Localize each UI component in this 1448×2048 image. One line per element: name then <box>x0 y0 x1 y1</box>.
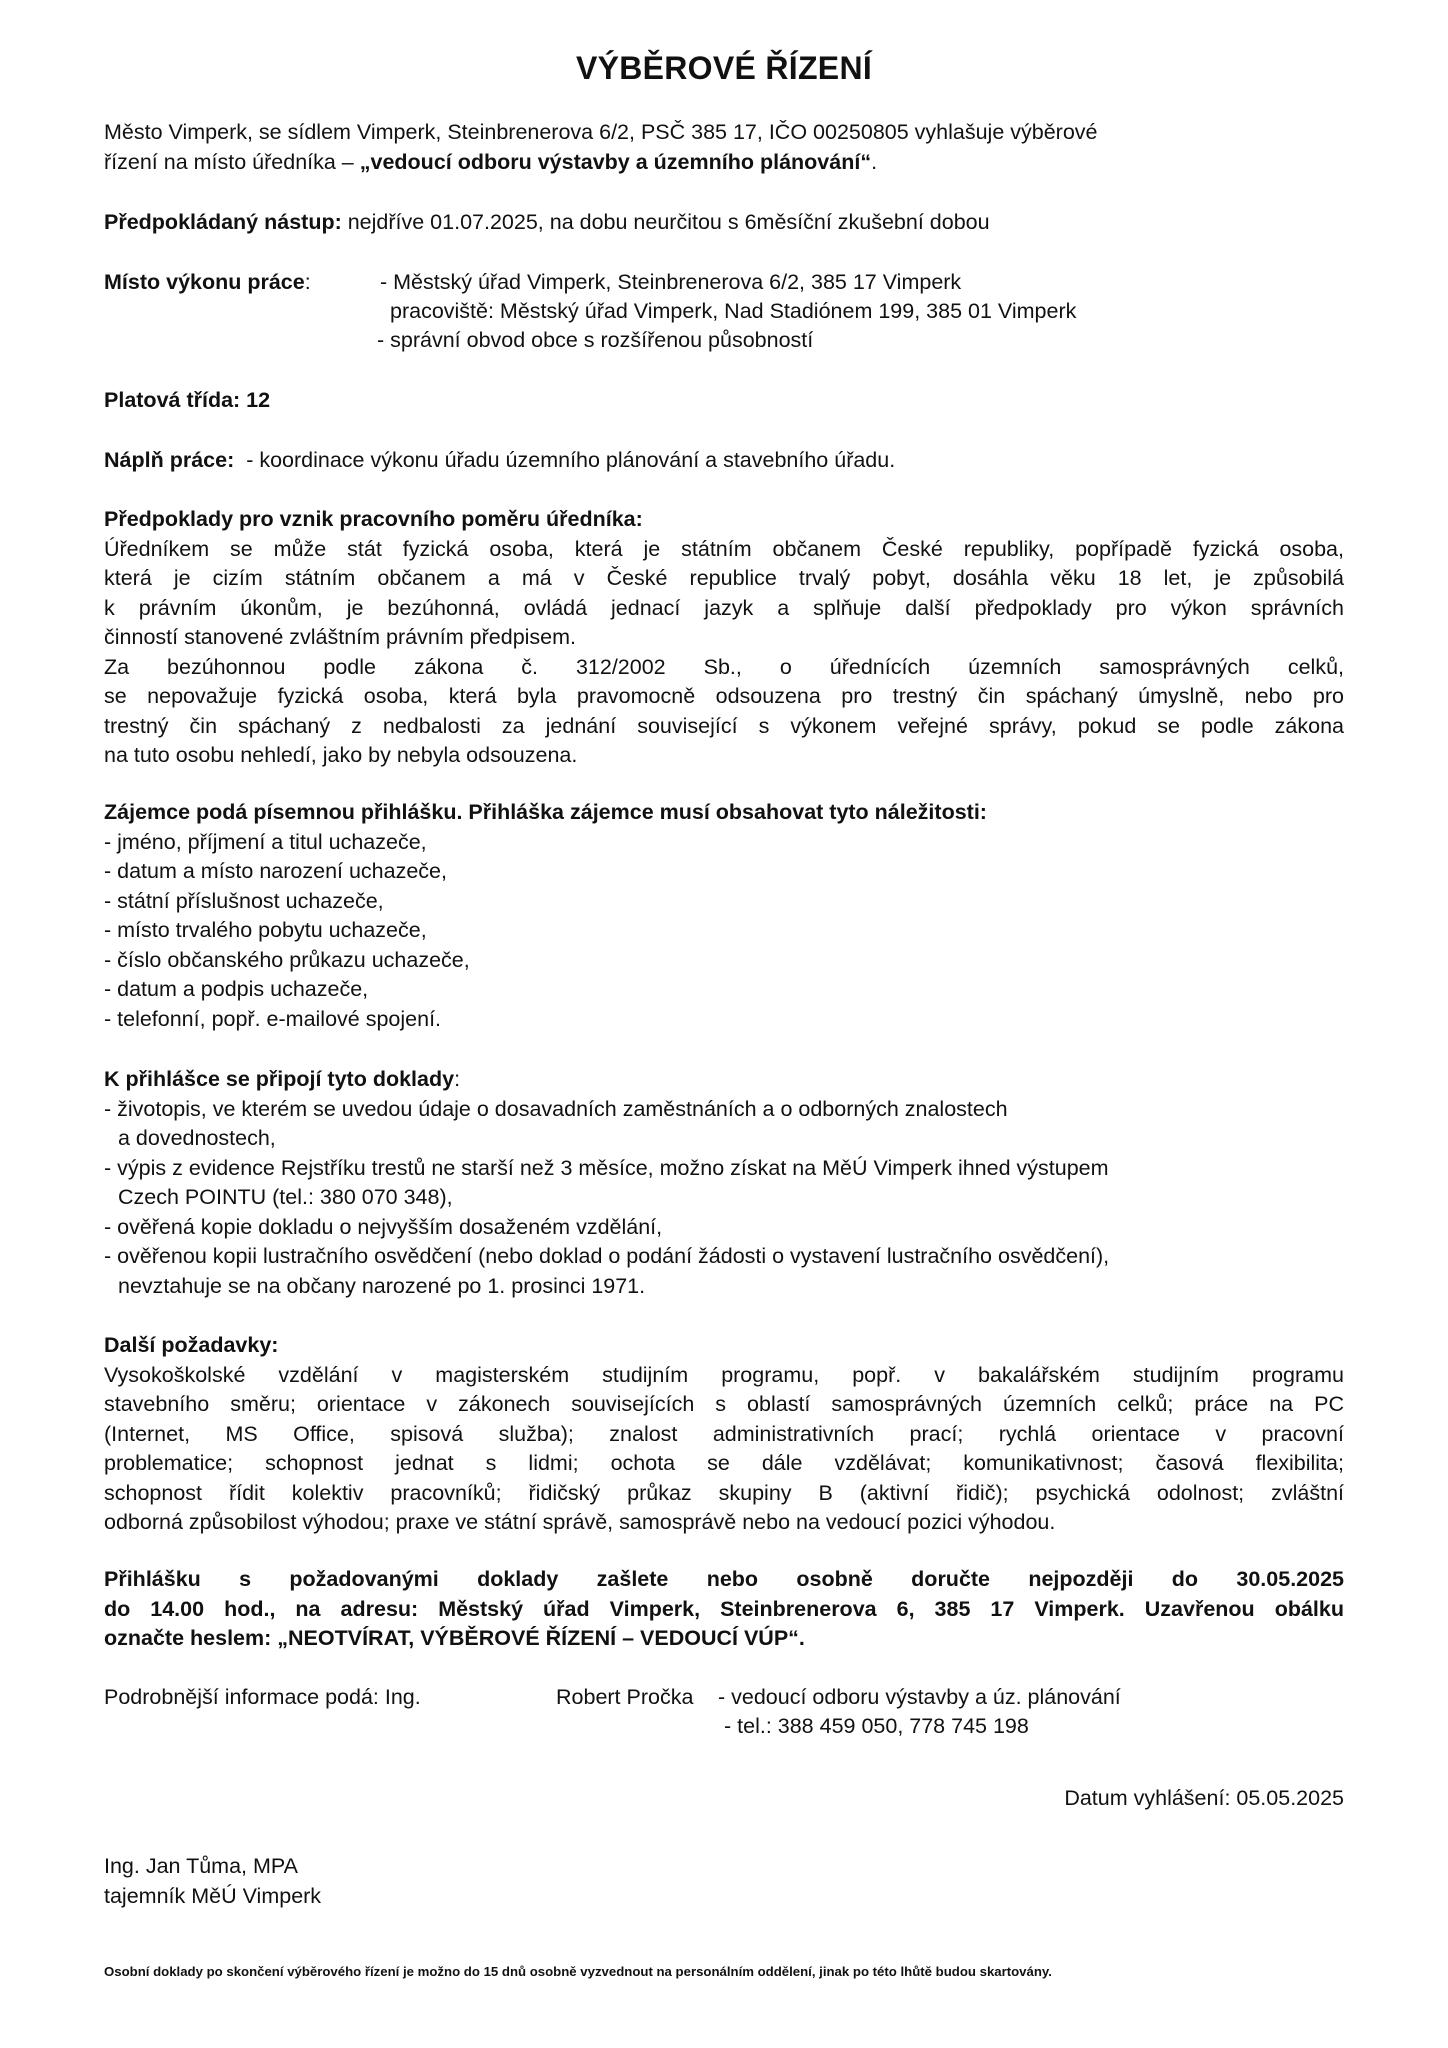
duties-value: - koordinace výkonu úřadu územního plánování a stavebního úřadu. <box>246 448 896 472</box>
intro-text: řízení na místo úředníka – <box>104 149 360 174</box>
workplace-label: Místo výkonu práce <box>104 270 305 294</box>
contact-section <box>104 1683 1344 1743</box>
footer-note: Osobní doklady po skončení výběrového řízení je možno do 15 dnů osobně vyzvednout na personálním oddělení, jinak po této lhůtě budou skartovány. <box>104 1964 1052 1979</box>
submission-line: označte heslem: „NEOTVÍRAT, VÝBĚROVÉ ŘÍZENÍ – VEDOUCÍ VÚP“. <box>104 1626 805 1650</box>
requirements-line: stavebního směru; orientace v zákonech souvisejících s oblastí samosprávných územních celků; práce na PC <box>104 1392 1344 1416</box>
requirements-line: odborná způsobilost výhodou; praxe ve státní správě, samosprávě nebo na vedoucí pozici výhodou. <box>104 1510 1056 1534</box>
intro-period: . <box>871 149 878 174</box>
workplace-line-3: - správní obvod obce s rozšířenou působností <box>377 328 814 352</box>
application-item: - datum a podpis uchazeče, <box>104 977 369 1001</box>
integrity-line: Za bezúhonnou podle zákona č. 312/2002 Sb., o úřednících územních samosprávných celků, <box>104 654 1344 679</box>
application-item: - jméno, příjmení a titul uchazeče, <box>104 829 427 854</box>
application-item: - místo trvalého pobytu uchazeče, <box>104 918 427 942</box>
prerequisites-section <box>104 505 1344 771</box>
submission-section <box>104 1565 1344 1654</box>
attachments-section <box>104 1065 1344 1301</box>
prerequisites-line: k právním úkonům, je bezúhonná, ovládá jednací jazyk a splňuje další předpoklady pro výkon správních <box>104 595 1344 620</box>
attachments-colon: : <box>454 1067 461 1091</box>
application-section <box>104 798 1344 1034</box>
duties-section <box>104 446 1344 476</box>
intro-line-2 <box>104 148 1344 178</box>
intro-paragraph <box>104 118 1344 177</box>
signatory-name: Ing. Jan Tůma, MPA <box>104 1854 298 1878</box>
start-label: Předpokládaný nástup: <box>104 210 342 234</box>
application-item: - telefonní, popř. e-mailové spojení. <box>104 1006 442 1031</box>
announcement-date-section <box>104 1784 1344 1814</box>
contact-name: Robert Pročka <box>556 1685 694 1709</box>
requirements-section <box>104 1331 1344 1538</box>
attachment-item: - ověřená kopie dokladu o nejvyšším dosaženém vzdělání, <box>104 1214 663 1239</box>
prerequisites-line: která je cizím státním občanem a má v České republice trvalý pobyt, dosáhla věku 18 let, je způsobilá <box>104 566 1344 590</box>
prerequisites-heading: Předpoklady pro vznik pracovního poměru úředníka: <box>104 507 643 531</box>
requirements-line: (Internet, MS Office, spisová služba); znalost administrativních prací; rychlá orientace v pracovní <box>104 1421 1344 1446</box>
prerequisites-line: činností stanovené zvláštním právním předpisem. <box>104 625 577 649</box>
attachment-item: - ověřenou kopii lustračního osvědčení (nebo doklad o podání žádosti o vystavení lustračního osvědčení), <box>104 1244 1110 1268</box>
position-name: „vedoucí odboru výstavby a územního plánování“ <box>359 149 872 174</box>
contact-label: Podrobnější informace podá: Ing. <box>104 1685 421 1709</box>
signature-block <box>104 1852 1344 1911</box>
intro-line-1: Město Vimperk, se sídlem Vimperk, Steinbrenerova 6/2, PSČ 385 17, IČO 00250805 vyhlašuje výběrové <box>104 120 1098 144</box>
requirements-line: problematice; schopnost jednat s lidmi; ochota se dále vzdělávat; komunikativnost; časová flexibilita; <box>104 1451 1344 1475</box>
requirements-line: Vysokoškolské vzdělání v magisterském studijním programu, popř. v bakalářském studijním programu <box>104 1362 1344 1387</box>
workplace-label-wrap <box>104 268 311 298</box>
integrity-line: trestný čin spáchaný z nedbalosti za jednání související s výkonem veřejné správy, pokud se podle zákona <box>104 713 1344 738</box>
workplace-line-2: pracoviště: Městský úřad Vimperk, Nad Stadiónem 199, 385 01 Vimperk <box>390 299 1077 323</box>
salary-class: Platová třída: 12 <box>104 388 271 412</box>
submission-line: Přihlášku s požadovanými doklady zašlete nebo osobně doručte nejpozději do 30.05.2025 <box>104 1567 1344 1591</box>
application-item: - datum a místo narození uchazeče, <box>104 859 447 883</box>
announcement-date: Datum vyhlášení: 05.05.2025 <box>1064 1786 1344 1810</box>
integrity-line: na tuto osobu nehledí, jako by nebyla odsouzena. <box>104 743 578 767</box>
prerequisites-line: Úředníkem se může stát fyzická osoba, která je státním občanem České republiky, popřípadě fyzická osoba, <box>104 536 1344 561</box>
attachment-item-cont: a dovednostech, <box>118 1126 276 1150</box>
contact-role: - vedoucí odboru výstavby a úz. plánování <box>718 1685 1121 1709</box>
submission-line: do 14.00 hod., na adresu: Městský úřad Vimperk, Steinbrenerova 6, 385 17 Vimperk. Uzavřenou obálku <box>104 1596 1344 1621</box>
application-heading: Zájemce podá písemnou přihlášku. Přihláška zájemce musí obsahovat tyto náležitosti: <box>104 800 987 824</box>
start-value: nejdříve 01.07.2025, na dobu neurčitou s 6měsíční zkušební dobou <box>341 210 990 234</box>
application-item: - číslo občanského průkazu uchazeče, <box>104 947 470 972</box>
attachment-item: - životopis, ve kterém se uvedou údaje o dosavadních zaměstnáních a o odborných znalostech <box>104 1096 1008 1121</box>
attachment-item-cont: Czech POINTU (tel.: 380 070 348), <box>118 1185 453 1209</box>
requirements-heading: Další požadavky: <box>104 1333 279 1357</box>
attachment-item-cont: nevztahuje se na občany narozené po 1. prosinci 1971. <box>118 1273 646 1298</box>
contact-phone: - tel.: 388 459 050, 778 745 198 <box>724 1714 1029 1738</box>
workplace-colon: : <box>304 270 311 294</box>
application-item: - státní příslušnost uchazeče, <box>104 888 384 913</box>
attachment-item: - výpis z evidence Rejstříku trestů ne starší než 3 měsíce, možno získat na MěÚ Vimperk ihned výstupem <box>104 1155 1109 1180</box>
duties-label: Náplň práce: <box>104 448 235 472</box>
attachments-heading: K přihlášce se připojí tyto doklady <box>104 1067 455 1091</box>
integrity-line: se nepovažuje fyzická osoba, která byla pravomocně odsouzena pro trestný čin spáchaný úmyslně, nebo pro <box>104 684 1344 708</box>
start-date-section <box>104 208 1344 238</box>
requirements-line: schopnost řídit kolektiv pracovníků; řidičský průkaz skupiny B (aktivní řidič); psychická odolnost; zvláštní <box>104 1480 1344 1505</box>
workplace-line-1: - Městský úřad Vimperk, Steinbrenerova 6/2, 385 17 Vimperk <box>380 270 962 294</box>
salary-section <box>104 386 1344 416</box>
signatory-position: tajemník MěÚ Vimperk <box>104 1883 322 1908</box>
document-title: VÝBĚROVÉ ŘÍZENÍ <box>575 50 873 86</box>
